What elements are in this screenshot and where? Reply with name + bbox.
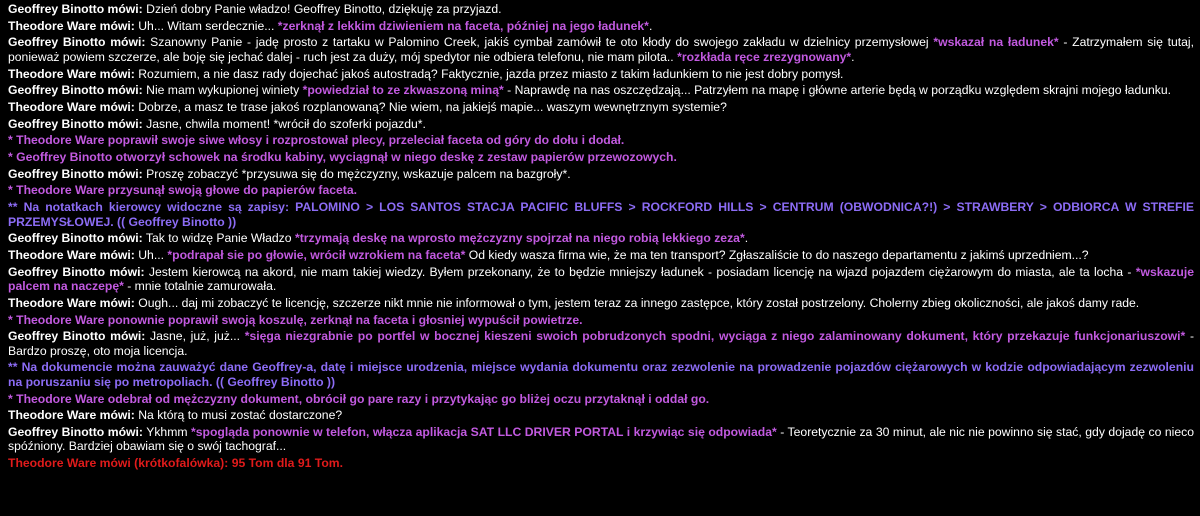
action-text: *podrapał sie po głowie, wrócił wzrokiem na faceta*: [167, 247, 466, 262]
speaker-name: Geoffrey Binotto mówi:: [8, 329, 146, 344]
action-text: *wskazuje palcem na naczepę*: [8, 264, 1194, 294]
action-text: *wskazał na ładunek*: [933, 35, 1059, 50]
message-text: .: [744, 231, 749, 246]
message-text: Na którą to musi zostać dostarczone?: [134, 408, 343, 423]
do-description-text: ** Na dokumencie można zauważyć dane Geoffrey-a, datę i miejsce urodzenia, miejsce wydania dokumentu oraz zezwolenie na prowadzenie pojazdów ciężarowych w kodzie odpowiadającym zezwoleniu na poruszaniu się po metropoliach. (( Geoffrey Binotto )): [8, 360, 1194, 389]
action-text: *rozkłada ręce zrezygnowany*: [677, 49, 852, 64]
message-text: Rozumiem, a nie dasz rady dojechać jakoś autostradą? Faktycznie, jazda przez miasto z takim ładunkiem to nie jest dobry pomysł.: [134, 66, 844, 81]
action-text: *sięga niezgrabnie po portfel w bocznej kieszeni swoich pobrudzonych spodni, wyciąga z niego zalaminowany dokument, który przekazuje funkcjonariuszowi*: [244, 329, 1186, 344]
chat-line-say: [8, 67, 1194, 82]
action-text: *spogląda ponownie w telefon, włącza aplikacja SAT LLC DRIVER PORTAL i krzywiąc się odpowiada*: [191, 424, 777, 439]
message-text: Ough... daj mi zobaczyć te licencję, szczerze nikt mnie nie informował o tym, jestem teraz za innego zastępce, który został postrzelony. Cholerny zbieg okoliczności, ale jakoś damy rade.: [134, 295, 1140, 310]
speaker-name: Theodore Ware mówi:: [8, 408, 135, 423]
do-description-text: ** Na notatkach kierowcy widoczne są zapisy: PALOMINO > LOS SANTOS STACJA PACIFIC BLUFFS > ROCKFORD HILLS > CENTRUM (OBWODNICA?!) > STRAWBERY > ODBIORCA W STREFIE PRZEMYSŁOWEJ. (( Geoffrey Binotto )): [8, 200, 1194, 229]
speaker-name: Geoffrey Binotto mówi:: [8, 424, 143, 439]
message-text: Szanowny Panie - jadę prosto z tartaku w Palomino Creek, jakiś cymbał zamówił te oto kłody do swojego zakładu w dzielnicy przemysłowej: [145, 35, 934, 50]
message-text: Jasne, chwila moment! *wrócił do szoferki pojazdu*.: [142, 116, 426, 131]
chat-line-me: [8, 183, 1194, 198]
chat-line-say: [8, 425, 1194, 454]
action-text: *zerknął z lekkim dziwieniem na faceta, później na jego ładunek*: [277, 18, 649, 33]
message-text: - Naprawdę na nas oszczędzają... Patrzyłem na mapę i główne arterie będą w porządku względem skrajni mojego ładunku.: [503, 83, 1172, 98]
chat-line-me: [8, 133, 1194, 148]
message-text: Dzień dobry Panie władzo! Geoffrey Binotto, dziękuję za przyjazd.: [142, 2, 502, 16]
chat-line-say: [8, 231, 1194, 246]
message-text: Jestem kierowcą na akord, nie mam takiej wiedzy. Byłem przekonany, że to będzie mniejszy ładunek - posiadam licencję na wjazd pojazdem ciężarowym do miasta, ale ta locha -: [144, 264, 1136, 279]
speaker-name: Theodore Ware mówi:: [8, 99, 135, 114]
chat-line-say: [8, 248, 1194, 263]
speaker-name: Geoffrey Binotto mówi:: [8, 231, 143, 246]
chat-line-me: [8, 313, 1194, 328]
speaker-name: Theodore Ware mówi:: [8, 18, 135, 33]
message-text: Proszę zobaczyć *przysuwa się do mężczyzny, wskazuje palcem na bazgroły*.: [142, 166, 571, 181]
message-text: - Zatrzymałem się tutaj, ponieważ powiem szczerze, ale boję się jechać dalej - ruch jest za duży, mój spedytor nie odbiera telefonu, nie mam pilota..: [8, 35, 1194, 64]
speaker-name: Geoffrey Binotto mówi:: [8, 264, 145, 279]
chat-line-say: [8, 117, 1194, 132]
speaker-name: Geoffrey Binotto mówi:: [8, 2, 143, 16]
speaker-name: Theodore Ware mówi:: [8, 295, 135, 310]
me-action-text: * Theodore Ware ponownie poprawił swoją koszulę, zerknął na faceta i głosniej wypuścił powietrze.: [8, 312, 583, 327]
chat-line-me: [8, 150, 1194, 165]
chat-line-say: [8, 100, 1194, 115]
radio-message-text: Theodore Ware mówi (krótkofalówka): 95 Tom dla 91 Tom.: [8, 456, 343, 471]
action-text: *trzymają deskę na wprosto mężczyzny spojrzał na niego robią lekkiego zeza*: [294, 231, 745, 246]
message-text: Uh...: [134, 247, 168, 262]
message-text: - Teoretycznie za 30 minut, ale nic nie powinno się stać, gdy dojadę co nieco spóźniony. Bardziej obawiam się o swój tachograf...: [8, 424, 1194, 454]
speaker-name: Geoffrey Binotto mówi:: [8, 83, 143, 98]
me-action-text: * Theodore Ware przysunął swoją głowe do papierów faceta.: [8, 183, 357, 198]
speaker-name: Geoffrey Binotto mówi:: [8, 116, 143, 131]
me-action-text: * Theodore Ware odebrał od mężczyzny dokument, obrócił go pare razy i przytykając go bliżej oczu przytaknął i oddał go.: [8, 391, 710, 406]
chat-line-me: [8, 392, 1194, 407]
chat-line-say: [8, 35, 1194, 64]
chat-line-do: [8, 200, 1194, 229]
chat-line-say: [8, 19, 1194, 34]
speaker-name: Geoffrey Binotto mówi:: [8, 35, 146, 50]
message-text: Ykhmm: [142, 424, 191, 439]
me-action-text: * Theodore Ware poprawił swoje siwe włosy i rozprostował plecy, przeleciał faceta od góry do dołu i dodał.: [8, 133, 625, 148]
message-text: Tak to widzę Panie Władzo: [142, 231, 295, 246]
chat-line-say: [8, 408, 1194, 423]
chat-line-say: [8, 265, 1194, 294]
message-text: Od kiedy wasza firma wie, że ma ten transport? Zgłaszaliście to do naszego departamentu z jakimś uprzedniem...?: [465, 247, 1089, 262]
chat-line-say: [8, 83, 1194, 98]
me-action-text: * Geoffrey Binotto otworzył schowek na środku kabiny, wyciągnął w niego deskę z zestaw papierów przewozowych.: [8, 150, 677, 164]
message-text: .: [851, 49, 855, 64]
chat-line-say: [8, 2, 1194, 17]
speaker-name: Geoffrey Binotto mówi:: [8, 166, 143, 181]
message-text: Nie mam wykupionej winiety: [142, 83, 303, 98]
message-text: Uh... Witam serdecznie...: [134, 18, 278, 33]
speaker-name: Theodore Ware mówi:: [8, 247, 135, 262]
message-text: Dobrze, a masz te trase jakoś rozplanowaną? Nie wiem, na jakiejś mapie... waszym wewnętrznym systemie?: [134, 99, 727, 114]
speaker-name: Theodore Ware mówi:: [8, 66, 135, 81]
message-text: - mnie totalnie zamurowała.: [123, 279, 277, 294]
chat-line-say: [8, 296, 1194, 311]
message-text: .: [648, 18, 653, 33]
chat-line-say: [8, 329, 1194, 358]
message-text: Jasne, już, już...: [145, 329, 245, 344]
chat-line-radio: [8, 456, 1194, 471]
chat-line-say: [8, 167, 1194, 182]
message-text: - Bardzo proszę, oto moja licencja.: [8, 329, 1195, 358]
chat-line-do: [8, 360, 1194, 389]
action-text: *powiedział to ze zkwaszoną miną*: [302, 83, 504, 98]
